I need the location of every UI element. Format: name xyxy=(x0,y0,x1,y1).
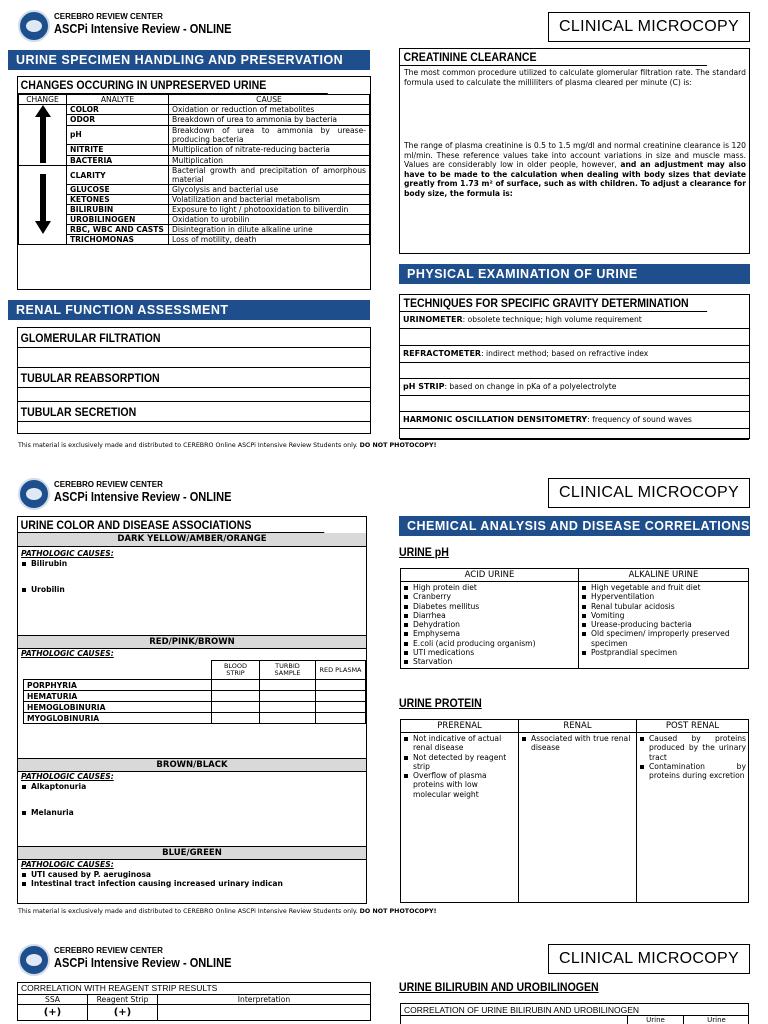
urine-protein-table: PRERENAL RENAL POST RENAL Not indicative of actual renal disease Not detected by reagent strip Overflow of plasma proteins with low molecular weight Associated with true renal disease Caused by proteins produced by the urinary tract Contamination by proteins during excretion xyxy=(400,719,749,903)
unpreserved-title: CHANGES OCCURING IN UNPRESERVED URINE xyxy=(18,77,328,94)
page-header-3: CEREBRO REVIEW CENTER ASCPi Intensive Review - ONLINE xyxy=(18,942,768,982)
urine-protein-title: URINE PROTEIN xyxy=(399,696,482,710)
list-item: Renal tubular acidosis xyxy=(581,602,746,611)
decrease-arrow-icon xyxy=(19,166,67,245)
brown-black-list: Alkaptonuria Melanuria xyxy=(21,782,321,818)
bilirubin-table: CORRELATION OF URINE BILIRUBIN AND UROBILINOGEN Urine Urine xyxy=(400,1003,749,1024)
sg-blank-row xyxy=(400,429,749,440)
sg-blank-row xyxy=(400,363,749,379)
list-item: Not indicative of actual renal disease xyxy=(403,734,516,753)
renal-row-3: TUBULAR SECRETION xyxy=(18,402,370,422)
unpreserved-urine-box xyxy=(17,76,371,290)
list-item: Old specimen/ improperly preserved specimen xyxy=(581,629,746,648)
col-analyte: ANALYTE xyxy=(67,95,169,105)
unpreserved-row: UROBILINOGEN Oxidation to urobilin xyxy=(19,215,370,225)
unpreserved-row: BACTERIA Multiplication xyxy=(19,155,370,165)
unpreserved-row: NITRITE Multiplication of nitrate-reducing bacteria xyxy=(19,145,370,155)
list-item: High protein diet xyxy=(403,583,576,592)
sg-technique-row: REFRACTOMETER: indirect method; based on refractive index xyxy=(400,346,749,363)
red-pink-row: HEMOGLOBINURIA xyxy=(24,702,366,713)
cerebro-logo-icon xyxy=(18,478,50,510)
renal-row-1-blank xyxy=(18,348,370,368)
list-item: Contamination by proteins during excretion xyxy=(639,762,746,781)
list-item: Starvation xyxy=(403,657,576,666)
org-name: CEREBRO REVIEW CENTER xyxy=(54,12,163,21)
red-pink-header: RED/PINK/BROWN xyxy=(18,635,366,649)
unpreserved-row: pH Breakdown of urea to ammonia by urease-producing bacteria xyxy=(19,125,370,145)
renal-row-2-blank xyxy=(18,388,370,402)
specific-gravity-box xyxy=(399,294,750,439)
dark-yellow-list: Bilirubin Urobilin xyxy=(21,559,321,595)
dark-yellow-header: DARK YELLOW/AMBER/ORANGE xyxy=(18,533,366,547)
list-item: Vomiting xyxy=(581,611,746,620)
reagent-strip-table: CORRELATION WITH REAGENT STRIP RESULTS SSA Reagent Strip Interpretation (+) (+) xyxy=(17,982,371,1021)
unpreserved-table xyxy=(18,94,370,245)
cerebro-logo-icon xyxy=(18,10,50,42)
band-physical-exam: PHYSICAL EXAMINATION OF URINE xyxy=(399,264,750,284)
sg-title: TECHNIQUES FOR SPECIFIC GRAVITY DETERMINATION xyxy=(400,295,707,312)
unpreserved-row: GLUCOSE Glycolysis and bacterial use xyxy=(19,185,370,195)
list-item: Dehydration xyxy=(403,620,576,629)
list-item: Diabetes mellitus xyxy=(403,602,576,611)
increase-arrow-icon xyxy=(19,105,67,166)
band-renal-function: RENAL FUNCTION ASSESSMENT xyxy=(8,300,370,320)
unpreserved-row: COLOR Oxidation or reduction of metabolites xyxy=(19,105,370,115)
red-pink-row: PORPHYRIA xyxy=(24,680,366,691)
unpreserved-row: ODOR Breakdown of urea to ammonia by bacteria xyxy=(19,115,370,125)
program-name: ASCPi Intensive Review - ONLINE xyxy=(54,21,232,36)
list-item: Urease-producing bacteria xyxy=(581,620,746,629)
renal-row-1: GLOMERULAR FILTRATION xyxy=(18,328,370,348)
list-item: High vegetable and fruit diet xyxy=(581,583,746,592)
subject-title: CLINICAL MICROCOPY xyxy=(548,12,750,42)
col-cause: CAUSE xyxy=(169,95,370,105)
creatinine-title: CREATININE CLEARANCE xyxy=(400,49,707,66)
list-item: Diarrhea xyxy=(403,611,576,620)
renal-function-box xyxy=(17,327,371,434)
sg-technique-row: URINOMETER: obsolete technique; high volume requirement xyxy=(400,312,749,329)
band-specimen-handling: URINE SPECIMEN HANDLING AND PRESERVATION xyxy=(8,50,370,70)
red-pink-table: BLOOD STRIP TURBID SAMPLE RED PLASMA PORPHYRIA HEMATURIA HEMOGLOBINURIA MYOGLOBINURIA xyxy=(23,660,366,724)
red-pink-row: MYOGLOBINURIA xyxy=(24,713,366,724)
footer-page-2: This material is exclusively made and distributed to CEREBRO Online ASCPi Intensive Review Students only. DO NOT PHOTOCOPY! xyxy=(18,908,437,915)
footer-page-1: This material is exclusively made and distributed to CEREBRO Online ASCPi Intensive Review Students only. DO NOT PHOTOCOPY! xyxy=(18,442,437,449)
urine-ph-title: URINE pH xyxy=(399,545,449,559)
list-item: Postprandial specimen xyxy=(581,648,746,657)
red-pink-row: HEMATURIA xyxy=(24,691,366,702)
subject-title-3: CLINICAL MICROCOPY xyxy=(548,944,750,974)
sg-technique-row: HARMONIC OSCILLATION DENSITOMETRY: frequency of sound waves xyxy=(400,412,749,429)
sg-blank-row xyxy=(400,396,749,412)
subject-title-2: CLINICAL MICROCOPY xyxy=(548,478,750,508)
urine-color-title: URINE COLOR AND DISEASE ASSOCIATIONS xyxy=(18,517,324,533)
cerebro-logo-icon xyxy=(18,944,50,976)
blue-green-header: BLUE/GREEN xyxy=(18,846,366,860)
sg-blank-row xyxy=(400,329,749,346)
unpreserved-row: TRICHOMONAS Loss of motility, death xyxy=(19,235,370,245)
brown-black-header: BROWN/BLACK xyxy=(18,758,366,772)
list-item: E.coli (acid producing organism) xyxy=(403,639,576,648)
page-header-2: CEREBRO REVIEW CENTER ASCPi Intensive Review - ONLINE xyxy=(18,476,768,516)
urine-color-box: URINE COLOR AND DISEASE ASSOCIATIONS DARK YELLOW/AMBER/ORANGE PATHOLOGIC CAUSES: Bilirubin Urobilin RED/PINK/BROWN PATHOLOGIC CAUSES: BLOOD STRIP TURBID SAMPLE RED PLASMA PORPHYRIA HEMATURIA HEMOGLOBINURIA MYOGLOBINURIA BROWN/BLACK PATHOLOGIC CAUSES: Alkaptonuria Melanuria BLUE/GREEN PATHOLOGIC CAUSES: UTI caused by P. aeruginosa Intestinal tract infection causing increased urinary indican xyxy=(17,516,367,904)
unpreserved-row: BILIRUBIN Exposure to light / photooxidation to biliverdin xyxy=(19,205,370,215)
list-item: Hyperventilation xyxy=(581,592,746,601)
list-item: Not detected by reagent strip xyxy=(403,753,516,772)
unpreserved-row: CLARITY Bacterial growth and precipitation of amorphous material xyxy=(19,166,370,185)
list-item: Caused by proteins produced by the urinary tract xyxy=(639,734,746,762)
list-item: UTI medications xyxy=(403,648,576,657)
bilirubin-title: URINE BILIRUBIN AND UROBILINOGEN xyxy=(399,980,599,994)
creatinine-reference: The range of plasma creatinine is 0.5 to 1.5 mg/dl and normal creatinine clearance is 120 ml/min. These reference values take into account variations in size and muscle mass. Values are considerably low in older people, however, and an adjustment may also have to be made to the calculation when dealing with body sizes that deviate greatly from 1.73 m² of surface, such as with children. To adjust a clearance for body size, the formula is: xyxy=(404,141,746,198)
renal-row-2: TUBULAR REABSORPTION xyxy=(18,368,370,388)
col-change: CHANGE xyxy=(19,95,67,105)
list-item: Overflow of plasma proteins with low molecular weight xyxy=(403,771,516,799)
unpreserved-row: RBC, WBC AND CASTS Disintegration in dilute alkaline urine xyxy=(19,225,370,235)
sg-technique-row: pH STRIP: based on change in pKa of a polyelectrolyte xyxy=(400,379,749,396)
creatinine-intro: The most common procedure utilized to calculate glomerular filtration rate. The standard formula used to calculate the milliliters of plasma cleared per minute (C) is: xyxy=(404,68,746,87)
blue-green-list: UTI caused by P. aeruginosa Intestinal tract infection causing increased urinary indican xyxy=(21,870,361,889)
creatinine-clearance-box xyxy=(399,48,750,254)
band-chemical-analysis: CHEMICAL ANALYSIS AND DISEASE CORRELATIONS xyxy=(399,516,750,536)
urine-ph-table: ACID URINE ALKALINE URINE High protein diet Cranberry Diabetes mellitus Diarrhea Dehydration Emphysema E.coli (acid producing organism) UTI medications Starvation High vegetable and fruit diet Hyperventilation Renal tubular acidosis Vomiting Urease-producing bacteria Old specimen/ improperly preserved specimen Postprandial specimen xyxy=(400,568,749,669)
unpreserved-row: KETONES Volatilization and bacterial metabolism xyxy=(19,195,370,205)
list-item: Emphysema xyxy=(403,629,576,638)
list-item: Cranberry xyxy=(403,592,576,601)
list-item: Associated with true renal disease xyxy=(521,734,634,753)
